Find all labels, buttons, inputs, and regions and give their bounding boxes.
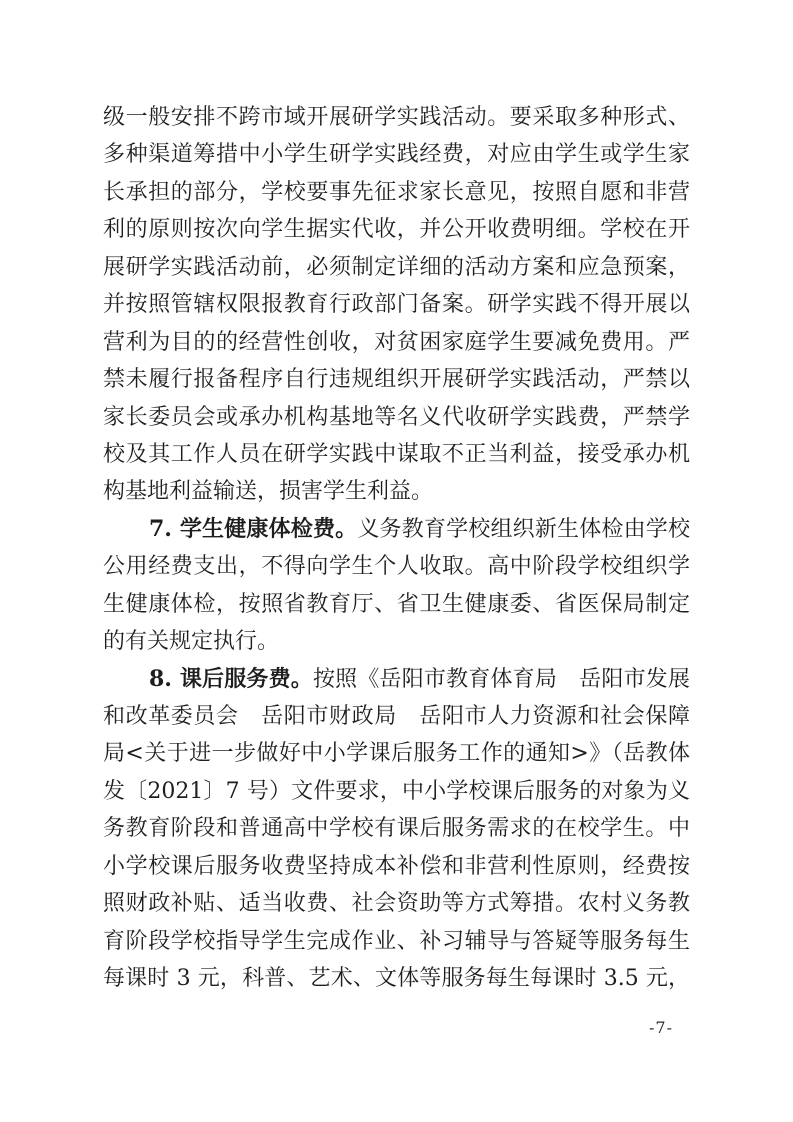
line-text: 家长委员会或承办机构基地等名义代收研学实践费，严禁学 [103, 404, 690, 430]
text-line [103, 848, 690, 885]
text-line [103, 436, 690, 473]
text-line [103, 548, 690, 585]
line-text: 展研学实践活动前，必须制定详细的活动方案和应急预案， [103, 254, 690, 280]
text-line [103, 773, 690, 810]
document-body [103, 99, 690, 998]
page-number: -7- [649, 1018, 673, 1037]
text-line [103, 174, 690, 211]
text-line [103, 211, 690, 248]
paragraph-heading-student-health-exam-fee: 7. 学生健康体检费。 [149, 515, 358, 542]
text-line [103, 735, 690, 772]
text-line [103, 361, 690, 398]
line-text: 并按照管辖权限报教育行政部门备案。研学实践不得开展以 [103, 292, 690, 318]
line-text: 长承担的部分，学校要事先征求家长意见，按照自愿和非营 [103, 179, 690, 205]
text-line [103, 324, 690, 361]
line-text: 多种渠道筹措中小学生研学实践经费，对应由学生或学生家 [103, 142, 690, 168]
line-text: 公用经费支出，不得向学生个人收取。高中阶段学校组织学 [103, 554, 690, 580]
text-line [103, 885, 690, 922]
text-line-paragraph-end [103, 473, 690, 510]
line-text: 的有关规定执行。 [103, 629, 280, 655]
text-line [103, 399, 690, 436]
line-text: 务教育阶段和普通高中学校有课后服务需求的在校学生。中 [103, 816, 690, 842]
text-line [103, 99, 690, 136]
line-text: 和改革委员会 岳阳市财政局 岳阳市人力资源和社会保障 [103, 704, 690, 729]
line-text: 禁未履行报备程序自行违规组织开展研学实践活动，严禁以 [103, 367, 690, 393]
text-line-item-7 [103, 511, 690, 548]
line-text: 照财政补贴、适当收费、社会资助等方式筹措。农村义务教 [103, 891, 690, 917]
text-line [103, 960, 690, 997]
line-text: 利的原则按次向学生据实代收，并公开收费明细。学校在开 [103, 217, 690, 243]
line-text: 局<关于进一步做好中小学课后服务工作的通知>》（岳教体 [103, 741, 690, 767]
line-text: 育阶段学校指导学生完成作业、补习辅导与答疑等服务每生 [103, 928, 690, 954]
text-line-item-8 [103, 661, 690, 698]
line-text: 级一般安排不跨市域开展研学实践活动。要采取多种形式、 [103, 105, 690, 130]
line-text: 生健康体检，按照省教育厅、省卫生健康委、省医保局制定 [103, 591, 690, 617]
line-text: 小学校课后服务收费坚持成本补偿和非营利性原则，经费按 [103, 853, 690, 879]
text-line [103, 586, 690, 623]
line-text: 每课时 3 元，科普、艺术、文体等服务每生每课时 3.5 元， [103, 966, 690, 992]
text-line [103, 136, 690, 173]
line-text: 构基地利益输送，损害学生利益。 [103, 479, 434, 505]
paragraph-heading-after-school-service-fee: 8. 课后服务费。 [149, 665, 313, 692]
text-line-paragraph-end [103, 623, 690, 660]
text-line [103, 286, 690, 323]
line-text: 发〔2021〕7 号）文件要求，中小学校课后服务的对象为义 [103, 778, 690, 804]
line-text: 校及其工作人员在研学实践中谋取不正当利益，接受承办机 [103, 441, 690, 467]
text-line [103, 923, 690, 960]
text-line [103, 249, 690, 286]
line-text: 按照《岳阳市教育体育局 岳阳市发展 [312, 666, 690, 692]
text-line [103, 810, 690, 847]
line-text: 营利为目的的经营性创收，对贫困家庭学生要减免费用。严 [103, 329, 690, 355]
text-line [103, 698, 690, 735]
line-text: 义务教育学校组织新生体检由学校 [357, 516, 690, 542]
